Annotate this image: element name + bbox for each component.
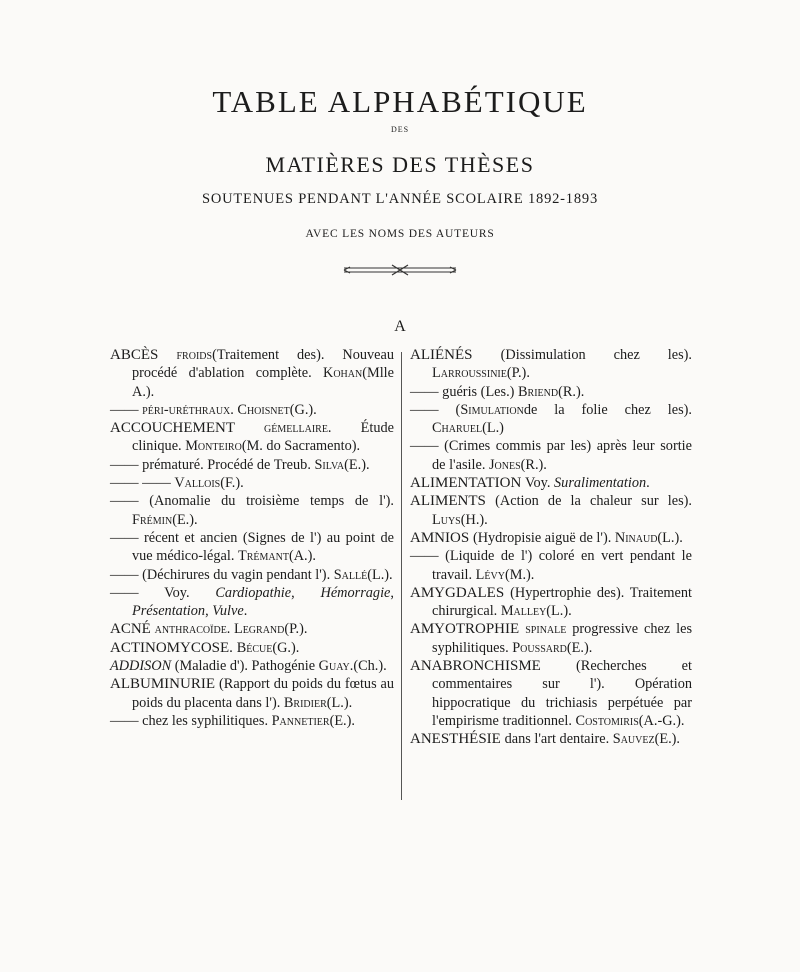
entry-text: Vulve [212, 603, 244, 620]
page-title: TABLE ALPHABÉTIQUE [212, 84, 588, 119]
entry-text: (E.). [344, 456, 370, 473]
index-entry [410, 437, 692, 474]
left-column [110, 346, 394, 730]
entry-text: ADDISON [110, 658, 175, 675]
entry-text: (L.). [326, 694, 353, 711]
entry-text: Luys [432, 511, 461, 528]
entry-text: Simulation [460, 401, 524, 418]
entry-text: Jones [488, 456, 521, 473]
entry-text: AMYOTROPHIE [410, 621, 526, 638]
entry-text: (E.). [566, 639, 593, 656]
index-entry [110, 346, 394, 401]
entry-text: (M. do Sacramento). [241, 438, 361, 455]
entry-text: Bécue [236, 639, 273, 656]
index-entry [110, 474, 394, 492]
right-column [410, 346, 692, 749]
entry-text: (L.). [367, 566, 393, 583]
entry-text: Vallois [174, 475, 221, 492]
entry-text: ALIMENTATION [410, 475, 526, 492]
entry-text: —— —— [110, 475, 175, 492]
entry-text: Sallé [333, 566, 368, 583]
entry-text: (R.). [558, 383, 585, 400]
entry-text: (H.). [460, 511, 488, 528]
entry-text: (Maladie d'). Pathogénie [174, 658, 319, 675]
page-subtitle: SOUTENUES PENDANT L'ANNÉE SCOLAIRE 1892-1893 [201, 191, 598, 207]
entry-text: (Rapport du poids du fœtus au poids du placenta dans l'). [132, 676, 394, 711]
entry-text: Larroussinie [432, 365, 507, 382]
entry-text: Silva [314, 456, 345, 473]
entry-text: Étude clinique. [132, 420, 394, 455]
entry-text: (L.) [482, 420, 504, 437]
entry-text: Guay. [318, 658, 354, 675]
entry-text: (Hydropisie aiguë de l'). [472, 529, 615, 546]
entry-text: —— (Anomalie du troisième temps de l'). [110, 493, 394, 510]
entry-text: Sauvez [612, 731, 655, 748]
entry-text: —— [110, 401, 143, 418]
entry-text: (L.). [657, 529, 683, 546]
entry-text: Kohan [323, 365, 363, 382]
index-entry [110, 401, 394, 419]
column-rule [401, 352, 402, 800]
entry-text: (Recherches et commentaires sur l'). Opération hippocratique du trichiasis perpétuée par l'empirisme traditionnel. [432, 658, 692, 729]
index-entry [110, 620, 394, 638]
index-entry [410, 620, 692, 657]
index-entry [410, 474, 692, 492]
index-entry [110, 712, 394, 730]
entry-text: —— prématuré. Procédé de Treub. [110, 456, 315, 473]
entry-text: (E.). [654, 731, 680, 748]
entry-text: Présentation [132, 603, 206, 620]
index-entry [110, 529, 394, 566]
index-entry [410, 547, 692, 584]
entry-text: Malley [500, 603, 547, 620]
index-entry [410, 383, 692, 401]
entry-text: —— Voy. [110, 584, 216, 601]
entry-text: (G.). [272, 639, 300, 656]
entry-text: (F.). [220, 475, 244, 492]
entry-text: Voy. [525, 475, 555, 492]
entry-text: (A.). [288, 548, 316, 565]
entry-text: ANESTHÉSIE [410, 731, 505, 748]
entry-text: (M.). [504, 566, 535, 583]
index-entry [110, 456, 394, 474]
section-letter: A [394, 318, 406, 335]
index-entry [410, 492, 692, 529]
ornament-divider [340, 263, 460, 277]
index-entry [110, 657, 394, 675]
entry-text: , [205, 603, 213, 620]
entry-text: (A.-G.). [638, 712, 685, 729]
entry-text: —— (Déchirures du vagin pendant l'). [110, 566, 334, 583]
index-entry [410, 584, 692, 621]
entry-text: Hémorragie [320, 584, 391, 601]
entry-text: —— ( [410, 401, 461, 418]
index-entry [110, 639, 394, 657]
entry-text: AMNIOS [410, 529, 473, 546]
index-entry [410, 730, 692, 748]
entry-text: (G.). [289, 401, 317, 418]
entry-text: . [243, 603, 248, 620]
entry-text: Trémant [238, 548, 289, 565]
entry-text: —— récent et ancien (Signes de l') au point de vue médico-légal. [110, 529, 394, 565]
entry-text: Costomiris [575, 712, 639, 729]
entry-text: Cardiopathie [215, 584, 292, 601]
entry-text: (Hypertrophie des). Traitement chirurgical. [432, 584, 693, 620]
entry-text: (Traitement des). Nouveau procédé d'ablation complète. [132, 347, 394, 382]
entry-text: Charuel [432, 420, 483, 437]
entry-text: , [390, 584, 394, 601]
entry-text: Choisnet [237, 401, 290, 418]
entry-text: Lévy [475, 566, 505, 583]
entry-text: ACCOUCHEMENT [110, 420, 265, 437]
entry-text: ALBUMINURIE [110, 676, 220, 693]
entry-text: (Dissimulation chez les). [500, 347, 692, 363]
index-entry [410, 346, 692, 383]
entry-text: (L.). [546, 603, 572, 620]
entry-text: —— (Crimes commis par les) après leur sortie de l'asile. [410, 438, 692, 473]
entry-text: Ninaud [614, 529, 658, 546]
entry-text: (P.). [506, 365, 530, 382]
entry-text: (Mlle A.). [132, 365, 394, 400]
entry-text: ANABRONCHISME [410, 658, 577, 675]
entry-text: spinale [525, 621, 573, 638]
entry-text: (E.). [329, 712, 355, 729]
entry-text: ACNÉ [110, 621, 155, 638]
entry-text: (Action de la chaleur sur les). [495, 493, 693, 510]
entry-text: dans l'art dentaire. [504, 731, 613, 748]
entry-text: gémellaire. [264, 420, 361, 437]
entry-text: Poussard [512, 639, 567, 656]
entry-text: (Ch.). [353, 658, 387, 675]
entry-text: (E.). [172, 511, 198, 528]
entry-text: anthracoïde. [154, 621, 234, 638]
index-entry [110, 419, 394, 456]
entry-text: . [646, 475, 650, 492]
entry-text: Monteiro [185, 438, 242, 455]
entry-text: —— guéris (Les.) [410, 383, 518, 400]
entry-text: Briend [518, 383, 559, 400]
entry-text: —— (Liquide de l') coloré en vert pendant le travail. [410, 548, 692, 583]
index-entry [110, 492, 394, 529]
entry-text: (R.). [520, 456, 547, 473]
index-entry [410, 401, 692, 438]
entry-text: Bridier [283, 694, 327, 711]
entry-text: ACTINOMYCOSE. [110, 639, 237, 656]
entry-text: ALIÉNÉS [410, 347, 501, 363]
entry-text: ALIMENTS [410, 493, 496, 510]
entry-text: progressive chez les syphilitiques. [432, 621, 693, 656]
entry-text: —— chez les syphilitiques. [110, 712, 272, 729]
index-entry [110, 566, 394, 584]
entry-text: Frémin [132, 511, 173, 528]
index-entry [410, 657, 692, 730]
index-entry [410, 529, 692, 547]
page-subtitle-2: AVEC LES NOMS DES AUTEURS [305, 228, 495, 240]
entry-text: ABCÈS [110, 347, 177, 363]
title-connector: DES [390, 125, 410, 134]
entry-text: AMYGDALES [410, 584, 511, 601]
entry-text: (P.). [284, 621, 308, 638]
entry-text: péri-uréthraux. [142, 401, 238, 418]
entry-text: Suralimentation [554, 475, 647, 492]
entry-text: Legrand [233, 621, 285, 638]
index-entry [110, 584, 394, 621]
entry-text: Pannetier [271, 712, 330, 729]
page-title-line2: MATIÈRES DES THÈSES [265, 152, 535, 177]
entry-text: de la folie chez les). [523, 401, 692, 418]
entry-text: , [291, 584, 321, 601]
entry-text: froids [176, 347, 213, 363]
index-entry [110, 675, 394, 712]
